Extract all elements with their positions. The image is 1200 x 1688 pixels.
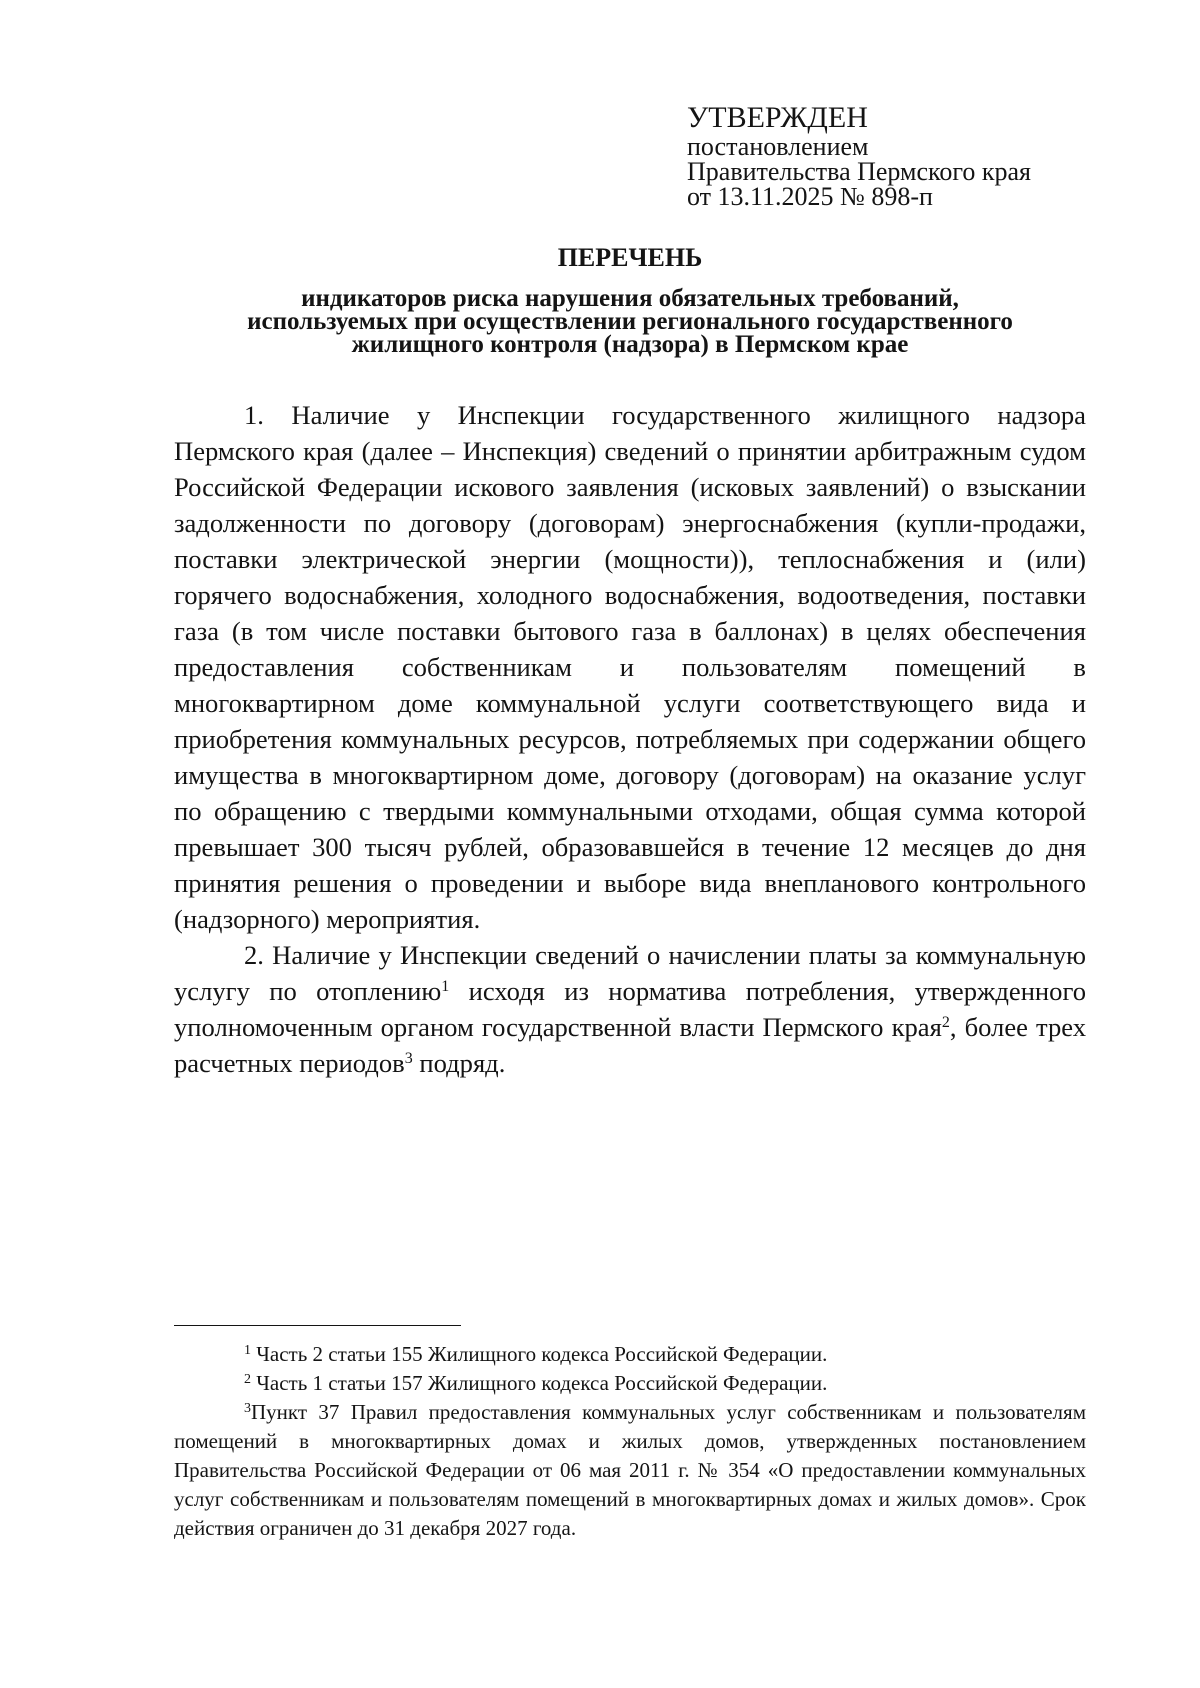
footnote-ref-3: 3	[404, 1050, 413, 1067]
title-subtitle-line: жилищного контроля (надзора) в Пермском крае	[351, 331, 909, 358]
footnote-divider	[174, 1325, 461, 1326]
approval-stamp	[687, 102, 1167, 209]
footnote-mark: 2	[244, 1372, 251, 1387]
footnote-mark: 3	[244, 1401, 251, 1416]
approval-line: постановлением	[687, 132, 869, 161]
approval-line: от 13.11.2025 № 898-п	[687, 182, 933, 211]
footnote-text: Пункт 37 Правил предоставления коммунальных услуг собственникам и пользователям помещений в многоквартирных домах и жилых домов, утвержденных постановлением Правительства Российской Федерации от 06 мая 2011 г. № 354 «О предоставлении коммунальных услуг собственникам и пользователям помещений в многоквартирных домах и жилых домов». Срок действия ограничен до 31 декабря 2027 года.	[174, 1400, 1086, 1540]
paragraph-2	[174, 937, 1086, 1081]
paragraph-2-text: подряд.	[412, 1048, 506, 1078]
paragraph-1: 1. Наличие у Инспекции государственного жилищного надзора Пермского края (далее – Инспекция) сведений о принятии арбитражным судом Российской Федерации искового заявления (исковых заявлений) о взыскании задолженности по договору (договорам) энергоснабжения (купли-продажи, поставки электрической энергии (мощности)), теплоснабжения и (или) горячего водоснабжения, холодного водоснабжения, водоотведения, поставки газа (в том числе поставки бытового газа в баллонах) в целях обеспечения предоставления собственникам и пользователям помещений в многоквартирном доме коммунальной услуги соответствующего вида и приобретения коммунальных ресурсов, потребляемых при содержании общего имущества в многоквартирном доме, договору (договорам) на оказание услуг по обращению с твердыми коммунальными отходами, общая сумма которой превышает 300 тысяч рублей, образовавшейся в течение 12 месяцев до дня принятия решения о проведении и выборе вида внепланового контрольного (надзорного) мероприятия.	[174, 400, 1086, 934]
paragraph-2-text: 2. Наличие у Инспекции сведений о начислении платы за коммунальную услугу по отоплению	[174, 940, 1086, 1006]
title-subtitle-line: индикаторов риска нарушения обязательных требований,	[301, 285, 959, 312]
footnote-ref-1: 1	[441, 978, 450, 995]
footnote-mark: 1	[244, 1343, 251, 1358]
title-subtitle-line: используемых при осуществлении регионального государственного	[247, 308, 1013, 335]
paragraph-2-text: исходя из норматива потребления, утвержденного уполномоченным органом государственной власти Пермского края	[174, 976, 1087, 1042]
footnote-3	[174, 1398, 1086, 1543]
document-title	[174, 243, 1086, 356]
footnote-2	[174, 1369, 1086, 1398]
footnote-1	[174, 1340, 1086, 1369]
footnote-text: Часть 1 статьи 157 Жилищного кодекса Российской Федерации.	[251, 1371, 828, 1395]
approval-heading: УТВЕРЖДЕН	[687, 101, 868, 134]
footnotes	[174, 1340, 1086, 1543]
footnote-text: Часть 2 статьи 155 Жилищного кодекса Российской Федерации.	[251, 1342, 828, 1366]
approval-line: Правительства Пермского края	[687, 157, 1031, 186]
footnote-ref-2: 2	[941, 1014, 950, 1031]
document-body	[174, 397, 1086, 1081]
paragraph-2-text: , более трех расчетных периодов	[174, 1012, 1087, 1078]
title-main: ПЕРЕЧЕНЬ	[557, 243, 703, 272]
